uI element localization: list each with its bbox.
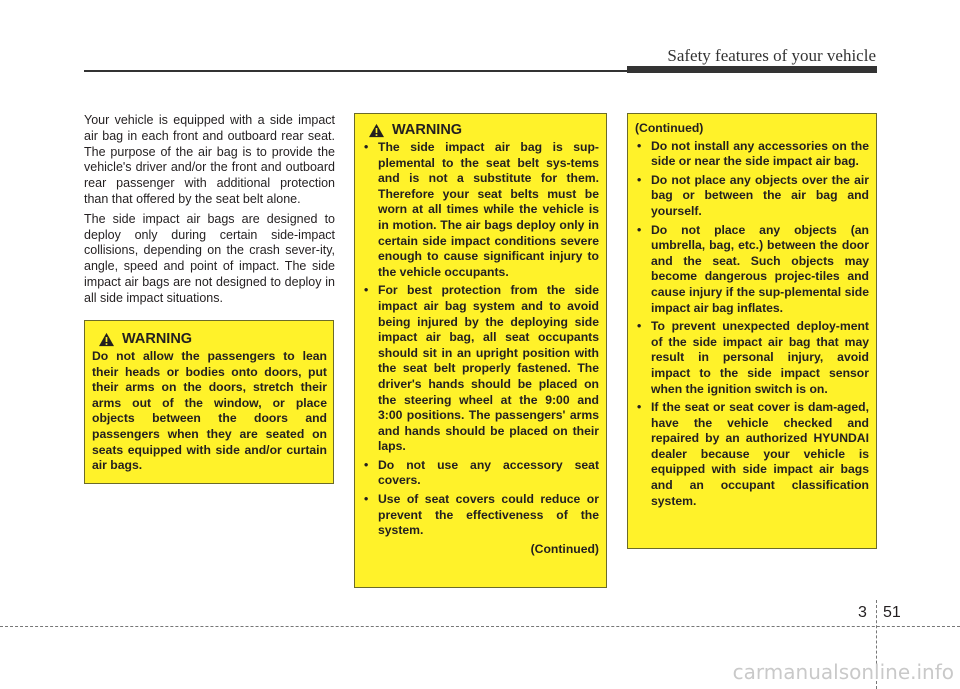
warning-triangle-icon [368, 123, 385, 138]
list-item: • Do not install any accessories on the side or near the side impact air bag. [635, 139, 869, 170]
list-item: • To prevent unexpected deploy-ment of the side impact air bag that may result in personal injury, avoid impact to the side impact sensor when the ignition switch is on. [635, 319, 869, 397]
warning-header [362, 122, 599, 138]
continued-label: (Continued) [635, 121, 704, 135]
warning-box-side-airbag [354, 113, 607, 588]
list-item: • Do not place any objects over the air bag or between the air bag and yourself. [635, 173, 869, 220]
warning-box-continued [627, 113, 877, 549]
warning-triangle-icon [98, 332, 115, 347]
list-item: • The side impact air bag is sup-plemental to the seat belt sys-tems and is not a substitute for them. Therefore your seat belts must be worn at all times while the vehicle is in motion. The air bags deploy only in certain side impact conditions severe enough to cause significant injury to the vehicle occupants. [362, 140, 599, 280]
list-item: • Do not use any accessory seat covers. [362, 458, 599, 489]
chapter-number: 3 [858, 604, 867, 621]
continued-label: (Continued) [530, 541, 599, 556]
list-item: • Do not place any objects (an umbrella, bag, etc.) between the door and the seat. Such objects may become dangerous projec-tiles and cause injury if the sup-plemental side impact air bag inflates. [635, 223, 869, 317]
section-title: Safety features of your vehicle [667, 46, 876, 65]
warning-box-passenger-posture [84, 320, 334, 484]
list-item: • Use of seat covers could reduce or prevent the effectiveness of the system. [362, 492, 599, 539]
warning-header [92, 331, 327, 347]
header-rule-accent [627, 66, 877, 73]
warning-title: WARNING [122, 331, 193, 347]
warning-title: WARNING [392, 122, 463, 138]
warning-list [362, 140, 599, 539]
watermark: carmanualsonline.info [732, 660, 954, 684]
intro-paragraph-1: Your vehicle is equipped with a side impact air bag in each front and outboard rear seat. The purpose of the air bag is to provide the vehicle's driver and/or the front and outboard rear passenger with additional protection than that offered by the seat belt alone. [84, 113, 335, 206]
intro-text [84, 113, 335, 311]
intro-paragraph-2: The side impact air bags are designed to deploy only during certain side-impact collisions, depending on the crash sever-ity, angle, speed and point of impact. The side impact air bags are not designed to deploy in all side impact situations. [84, 211, 335, 305]
footer-rule [0, 626, 960, 627]
warning-list [635, 139, 869, 510]
warning-text: Do not allow the passengers to lean their heads or bodies onto doors, put their arms on the doors, stretch their arms out of the window, or place objects between the doors and passengers when they are seated on seats equipped with side and/or curtain air bags. [92, 349, 327, 473]
list-item: • If the seat or seat cover is dam-aged, have the vehicle checked and repaired by an authorized HYUNDAI dealer because your vehicle is equipped with side impact air bags and an occupant classification system. [635, 400, 869, 509]
page-number: 51 [883, 604, 901, 621]
list-item: • For best protection from the side impact air bag system and to avoid being injured by the deploying side impact air bag, all seat occupants should sit in an upright position with the seat belt properly fastened. The driver's hands should be placed on the steering wheel at the 9:00 and 3:00 positions. The passengers' arms and hands should be placed on their laps. [362, 283, 599, 455]
